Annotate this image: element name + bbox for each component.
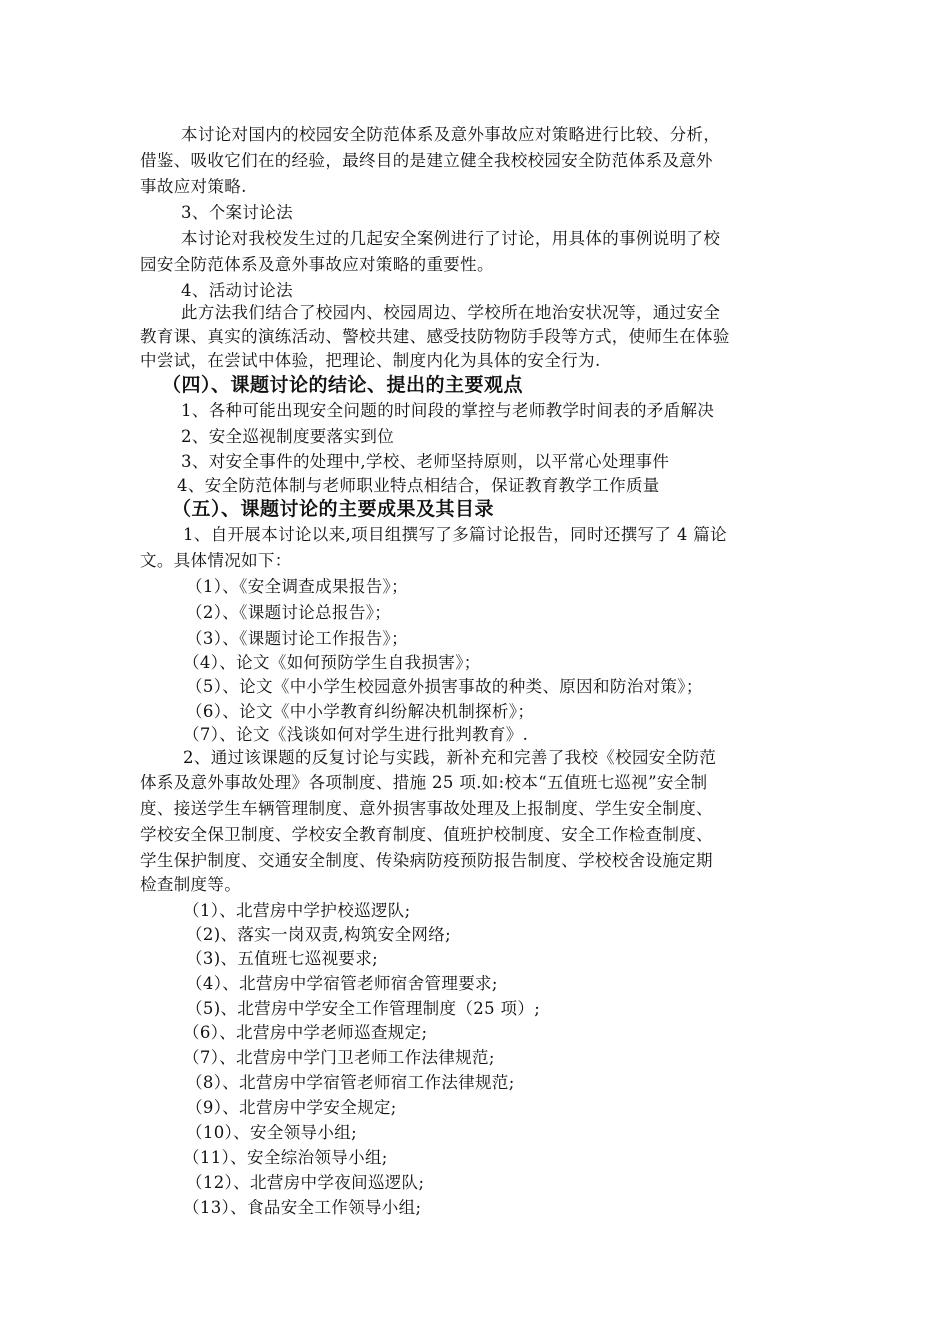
list-item: （4）、北营房中学宿管老师宿舍管理要求;: [186, 974, 498, 993]
list-item: （4）、论文《如何预防学生自我损害》；: [183, 653, 481, 672]
list-item: （2）、《课题讨论总报告》；: [186, 603, 392, 622]
paragraph-line: 本讨论对国内的校园安全防范体系及意外事故应对策略进行比较、分析，: [181, 125, 721, 144]
paragraph-line: 园安全防范体系及意外事故应对策略的重要性。: [140, 255, 494, 274]
paragraph-line: 检查制度等。: [140, 875, 242, 894]
section-heading: （五）、课题讨论的主要成果及其目录: [172, 498, 495, 520]
list-item: （1）、北营房中学护校巡逻队;: [183, 901, 411, 920]
list-item: （8）、北营房中学宿管老师宿工作法律规范;: [186, 1073, 515, 1092]
list-item: （1）、《安全调查成果报告》；: [186, 577, 408, 596]
list-item: （5）、论文《中小学生校园意外损害事故的种类、原因和防治对策》；: [186, 677, 703, 696]
paragraph-line: 中尝试，在尝试中体验，把理论、制度内化为具体的安全行为.: [140, 351, 601, 370]
paragraph-line: 文。具体情况如下：: [140, 551, 292, 570]
list-item: （5)、北营房中学安全工作管理制度（25 项）;: [186, 999, 541, 1018]
paragraph-line: 事故应对策略.: [140, 177, 247, 196]
list-item: （9）、北营房中学安全规定;: [186, 1098, 397, 1117]
point-item: 1、各种可能出现安全问题的时间段的掌控与老师教学时间表的矛盾解决: [181, 401, 715, 420]
list-item: （3)、五值班七巡视要求;: [186, 949, 379, 968]
point-item: 4、安全防范体制与老师职业特点相结合，保证教育教学工作质量: [177, 476, 660, 495]
paragraph-line: 体系及意外事故处理》各项制度、措施 25 项.如:校本“五值班七巡视”安全制: [140, 773, 708, 792]
method-title: 4、活动讨论法: [181, 281, 293, 300]
paragraph-line: 此方法我们结合了校园内、校园周边、学校所在地治安状况等，通过安全: [181, 303, 721, 322]
list-item: （6）、论文《中小学教育纠纷解决机制探析》；: [186, 702, 535, 721]
list-item: （13）、食品安全工作领导小组;: [183, 1198, 422, 1217]
list-item: （3）、《课题讨论工作报告》；: [186, 629, 408, 648]
list-item: （7）、论文《浅谈如何对学生进行批判教育》.: [183, 725, 529, 744]
list-item: （10）、安全领导小组;: [186, 1123, 358, 1142]
paragraph-line: 2、通过该课题的反复讨论与实践，新补充和完善了我校《校园安全防范: [183, 748, 717, 767]
paragraph-line: 学校安全保卫制度、学校安全教育制度、值班护校制度、安全工作检查制度、: [140, 825, 713, 844]
paragraph-line: 本讨论对我校发生过的几起安全案例进行了讨论，用具体的事例说明了校: [181, 229, 721, 248]
list-item: （7）、北营房中学门卫老师工作法律规范;: [183, 1048, 495, 1067]
paragraph-line: 教育课、真实的演练活动、警校共建、感受技防物防手段等方式，使师生在体验: [140, 327, 730, 346]
paragraph-line: 度、接送学生车辆管理制度、意外损害事故处理及上报制度、学生安全制度、: [140, 799, 713, 818]
method-title: 3、个案讨论法: [181, 203, 293, 222]
list-item: （2)、落实一岗双责,构筑安全网络;: [186, 925, 452, 944]
list-item: （11）、安全综治领导小组;: [183, 1148, 388, 1167]
list-item: （12）、北营房中学夜间巡逻队;: [186, 1173, 425, 1192]
paragraph-line: 借鉴、吸收它们在的经验，最终目的是建立健全我校校园安全防范体系及意外: [140, 151, 713, 170]
paragraph-line: 1、自开展本讨论以来,项目组撰写了多篇讨论报告，同时还撰写了 4 篇论: [183, 525, 727, 544]
point-item: 3、对安全事件的处理中,学校、老师坚持原则，以平常心处理事件: [181, 452, 670, 471]
section-heading: （四）、课题讨论的结论、提出的主要观点: [162, 374, 524, 396]
point-item: 2、安全巡视制度要落实到位: [181, 427, 395, 446]
list-item: （6）、北营房中学老师巡查规定;: [183, 1023, 428, 1042]
paragraph-line: 学生保护制度、交通安全制度、传染病防疫预防报告制度、学校校舍设施定期: [140, 851, 713, 870]
